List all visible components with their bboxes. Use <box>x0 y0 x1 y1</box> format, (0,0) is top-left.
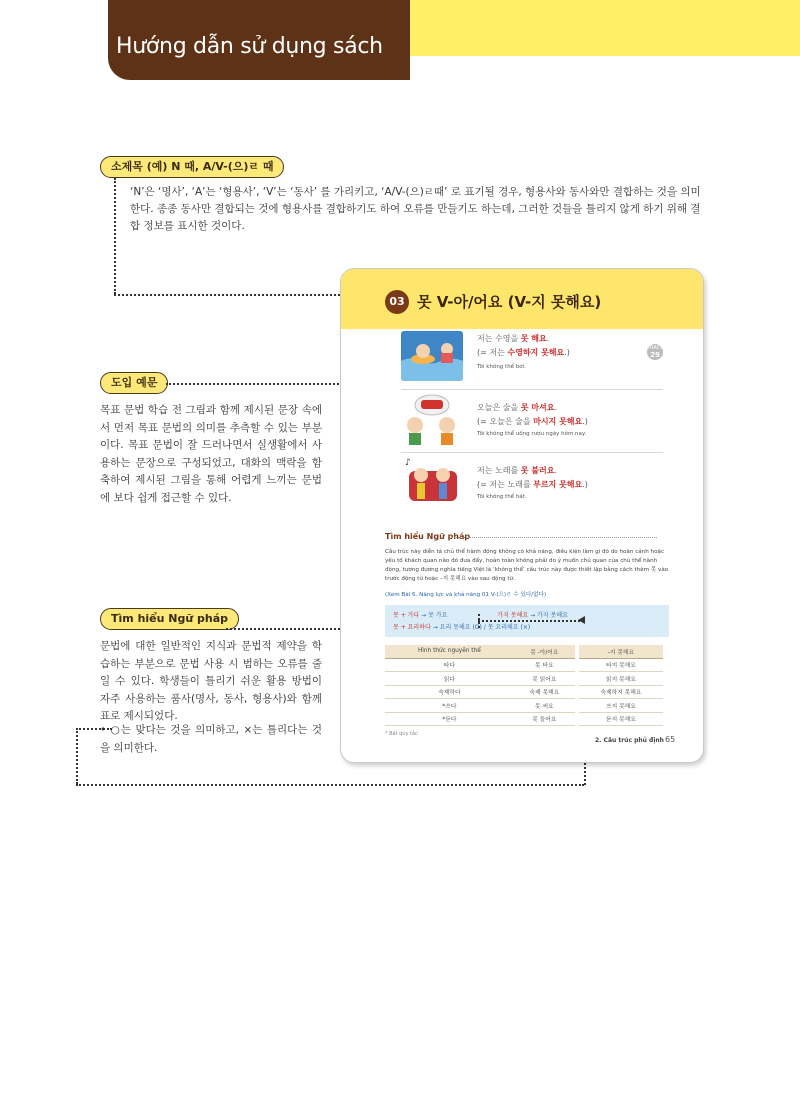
connector-line <box>76 728 78 784</box>
table-row: *듣다 못 들어요 듣지 못해요 <box>385 712 663 726</box>
lesson-title: 못 V-아/어요 (V-지 못해요) <box>417 293 602 311</box>
section-divider <box>451 537 657 538</box>
track-number: 29 <box>650 351 660 359</box>
table-header: Hình thức nguyên thể <box>385 645 514 658</box>
table-header: 못 -아/어요 <box>514 645 575 658</box>
table-row: 타다 못 타요 타지 못해요 <box>385 658 663 672</box>
example-paraphrase: (= 오늘은 술을 마시지 못해요.) <box>477 417 588 426</box>
footnote: * Bất quy tắc <box>385 731 418 737</box>
cross-reference: (Xem Bài 6. Năng lực và khả năng 01 V-(으)ㄹ 수 있다/없다) <box>385 592 547 598</box>
header-accent-bar <box>410 0 800 56</box>
table-row: 읽다 못 읽어요 읽지 못해요 <box>385 672 663 686</box>
conjugation-example: 못 + 요리하다 → 요리 못해요 (O) / 못 요리해요 (×) <box>393 624 531 631</box>
book-page <box>340 268 704 763</box>
connector-line <box>226 628 356 630</box>
section-title: Tìm hiểu Ngữ pháp <box>385 532 471 541</box>
singing-illustration <box>401 453 463 509</box>
example-translation: Tôi không thể bơi. <box>477 364 526 370</box>
divider <box>401 389 663 390</box>
table-row: 숙제하다 숙제 못해요 숙제하지 못해요 <box>385 685 663 699</box>
intro-description: 목표 문법 학습 전 그림과 함께 제시된 문장 속에서 먼저 목표 문법의 의미를 추측할 수 있는 부분이다. 목표 문법이 잘 드러나면서 실생활에서 사용하는 문장으로 구성되었고, 대화의 맥락을 함축하여 제시된 그림을 통해 어렵게 느끼는 문법에 보다 쉽게 접근할 수 있다. <box>100 404 322 504</box>
svg-text:♪: ♪ <box>405 458 411 468</box>
intro-label: 도입 예문 <box>100 372 168 394</box>
arrow-icon <box>578 616 585 624</box>
conjugation-table <box>385 645 663 726</box>
example-sentence: 저는 수영을 못 해요. <box>477 334 550 343</box>
connector-line <box>76 728 112 730</box>
example-paraphrase: (= 저는 노래를 부르지 못해요.) <box>477 480 588 489</box>
track-badge <box>647 344 663 360</box>
example-sentence: 오늘은 술을 못 마셔요. <box>477 403 557 412</box>
connector-line <box>114 294 364 296</box>
table-row: *쓰다 못 써요 쓰지 못해요 <box>385 699 663 713</box>
example-paraphrase: (= 저는 수영하지 못해요.) <box>477 348 570 357</box>
page-number: 65 <box>665 735 676 744</box>
page-title: Hướng dẫn sử dụng sách <box>116 34 383 59</box>
connector-line <box>166 383 366 385</box>
track-label: TRACK <box>647 345 664 351</box>
example-sentence: 저는 노래를 못 불러요. <box>477 466 557 475</box>
drinking-illustration <box>401 391 463 447</box>
table-header: -지 못해요 <box>579 645 663 658</box>
connector-line <box>114 178 116 294</box>
conjugation-example: 못 + 가다 → 못 가요 가지 못해요 → 가지 못해요 <box>393 612 568 619</box>
grammar-bullet: • ○는 맞다는 것을 의미하고, ×는 틀리다는 것을 의미한다. <box>100 724 322 754</box>
chapter-footer: 2. Câu trúc phủ định <box>595 737 664 744</box>
connector-line <box>478 620 584 622</box>
example-translation: Tôi không thể hát. <box>477 494 527 500</box>
connector-line <box>478 614 480 628</box>
grammar-label: Tìm hiểu Ngữ pháp <box>100 608 239 630</box>
grammar-description: 문법에 대한 일반적인 지식과 문법적 제약을 학습하는 부분으로 문법 사용 시 범하는 오류를 줄일 수 있다. 학생들이 틀리기 쉬운 활용 방법이 자주 사용하는 품사(명사, 동사, 형용사)와 함께 표로 제시되었다. <box>100 640 322 722</box>
lesson-number-badge: 03 <box>385 290 409 314</box>
connector-line <box>76 784 584 786</box>
example-translation: Tôi không thể uống rượu ngày hôm nay. <box>477 431 587 437</box>
section-paragraph: Cấu trúc này diễn tả chủ thể hành động không có khả năng, điều kiện làm gì đó do hoàn cảnh hoặc yếu tố khách quan nào đó đưa đẩy, hoàn toàn không phải do ý muốn chủ quan của chủ thể hành động, tương đương nghĩa tiếng Việt là ‘không thể’ cấu trúc này được thiết lập bằng cách thêm 못 vào trước động từ hoặc –지 못해요 vào sau động từ. <box>385 549 669 582</box>
swimming-illustration <box>401 331 463 381</box>
subtitle-label: 소제목 (예) N 때, A/V-(으)ㄹ 때 <box>100 156 284 178</box>
subtitle-description: ‘N’은 ‘명사’, ‘A’는 ‘형용사’, ‘V’는 ‘동사’ 를 가리키고, ‘A/V-(으)ㄹ때’ 로 표기될 경우, 형용사와 동사와만 결합하는 것을 의미한다. 종종 동사만 결합되는 것에 형용사를 결합하기도 하여 오류를 만들기도 하는데, 그러한 것들을 틀리지 않게 하기 위해 결합 정보를 표시한 것이다. <box>130 186 701 232</box>
